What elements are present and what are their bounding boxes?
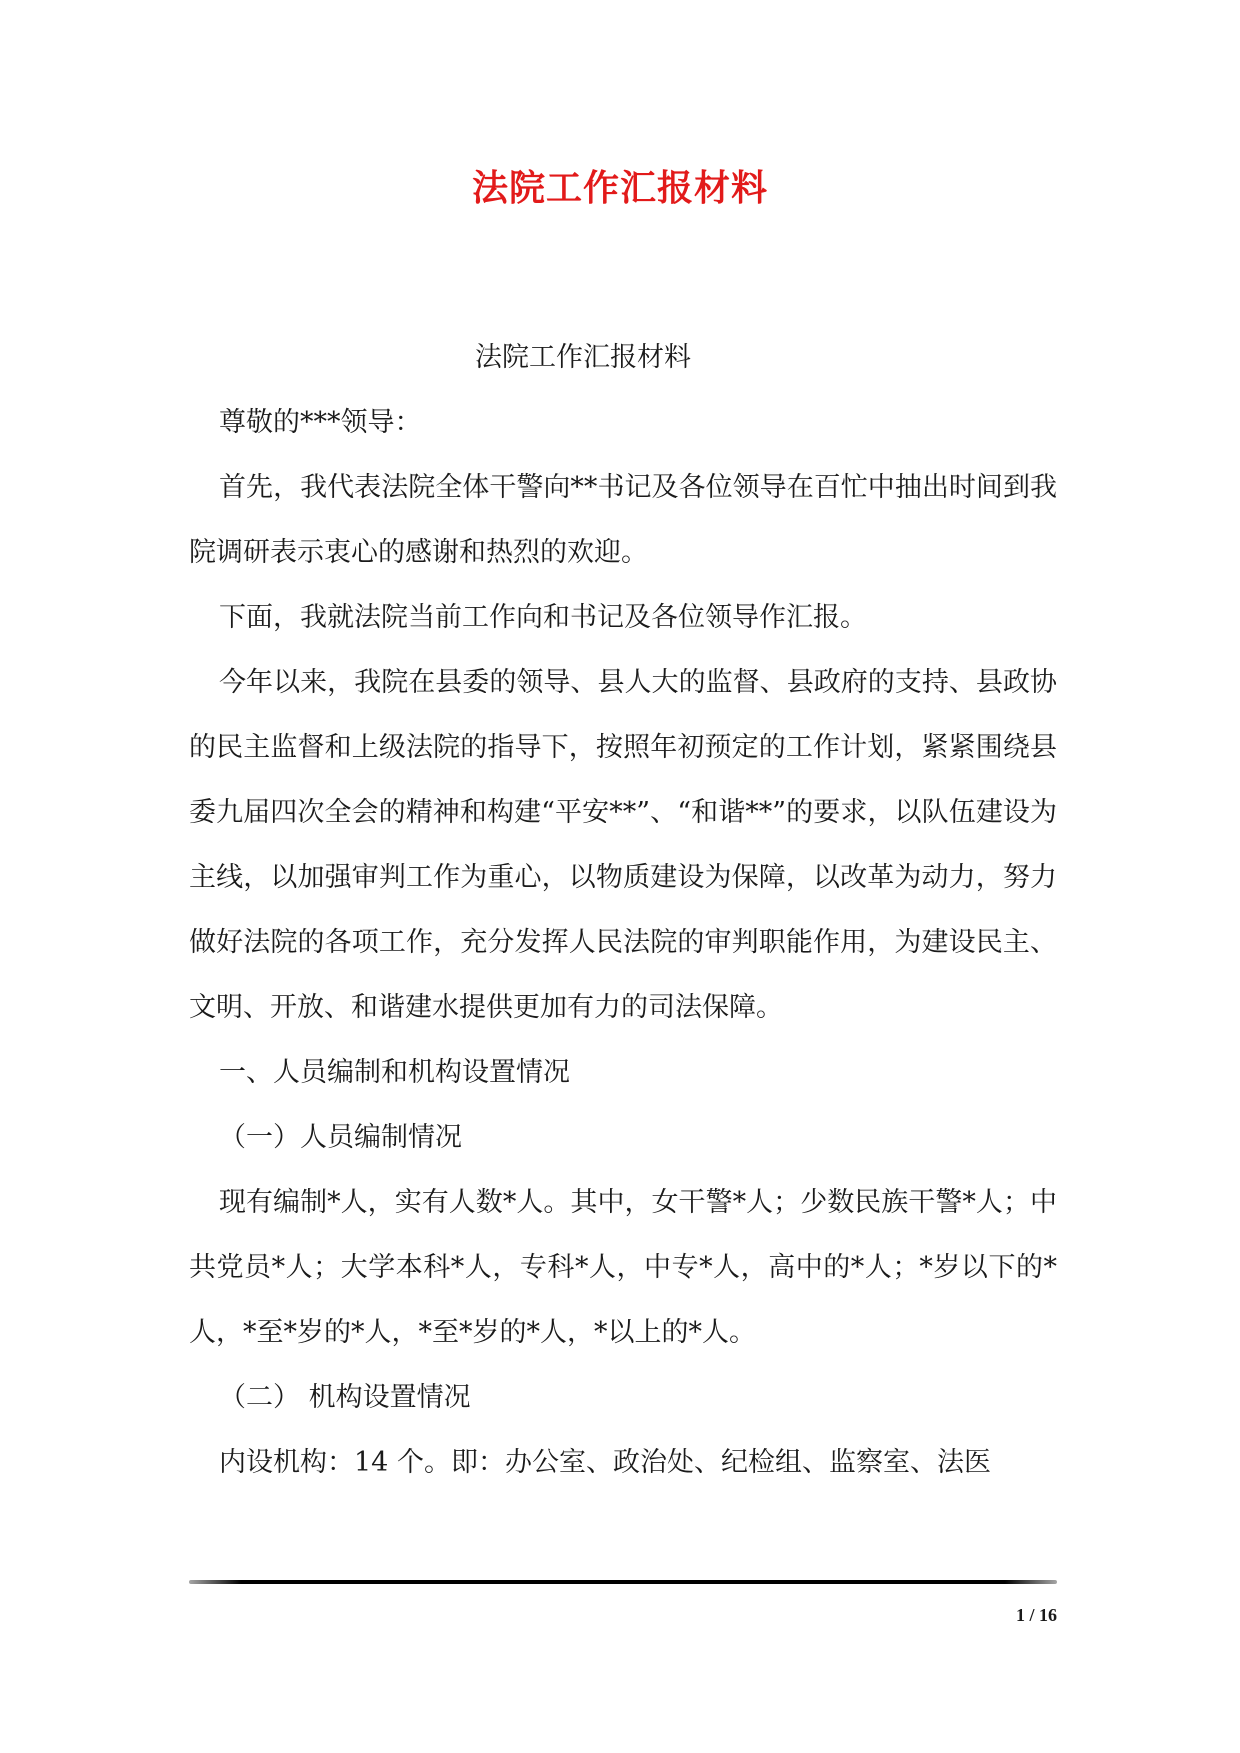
subsection-heading-1: （一）人员编制情况 <box>219 1122 462 1153</box>
document-subtitle: 法院工作汇报材料 <box>475 342 691 373</box>
paragraph-overview: 今年以来，我院在县委的领导、县人大的监督、县政府的支持、县政协的民主监督和上级法院的指导下，按照年初预定的工作计划，紧紧围绕县委九届四次全会的精神和构建“平安**”、“和谐**”的要求，以队伍建设为主线，以加强审判工作为重心，以物质建设为保障，以改革为动力，努力做好法院的各项工作，充分发挥人民法院的审判职能作用，为建设民主、文明、开放、和谐建水提供更加有力的司法保障。 <box>189 667 1057 1023</box>
section-heading-1: 一、人员编制和机构设置情况 <box>219 1057 570 1088</box>
salutation: 尊敬的***领导： <box>219 407 422 438</box>
paragraph-intro: 下面，我就法院当前工作向和书记及各位领导作汇报。 <box>219 602 867 633</box>
subsection-heading-2: （二） 机构设置情况 <box>219 1382 471 1413</box>
footer-divider <box>189 1580 1057 1584</box>
paragraph-opening: 首先，我代表法院全体干警向**书记及各位领导在百忙中抽出时间到我院调研表示衷心的感谢和热烈的欢迎。 <box>189 472 1057 568</box>
document-title: 法院工作汇报材料 <box>471 167 768 209</box>
page-number: 1 / 16 <box>1015 1605 1057 1625</box>
paragraph-staffing: 现有编制*人，实有人数*人。其中，女干警*人；少数民族干警*人；中共党员*人；大学本科*人，专科*人，中专*人，高中的*人；*岁以下的*人，*至*岁的*人，*至*岁的*人，*以上的*人。 <box>189 1187 1057 1348</box>
document-body <box>189 325 1057 1495</box>
paragraph-institutions: 内设机构：14 个。即：办公室、政治处、纪检组、监察室、法医 <box>219 1447 991 1478</box>
